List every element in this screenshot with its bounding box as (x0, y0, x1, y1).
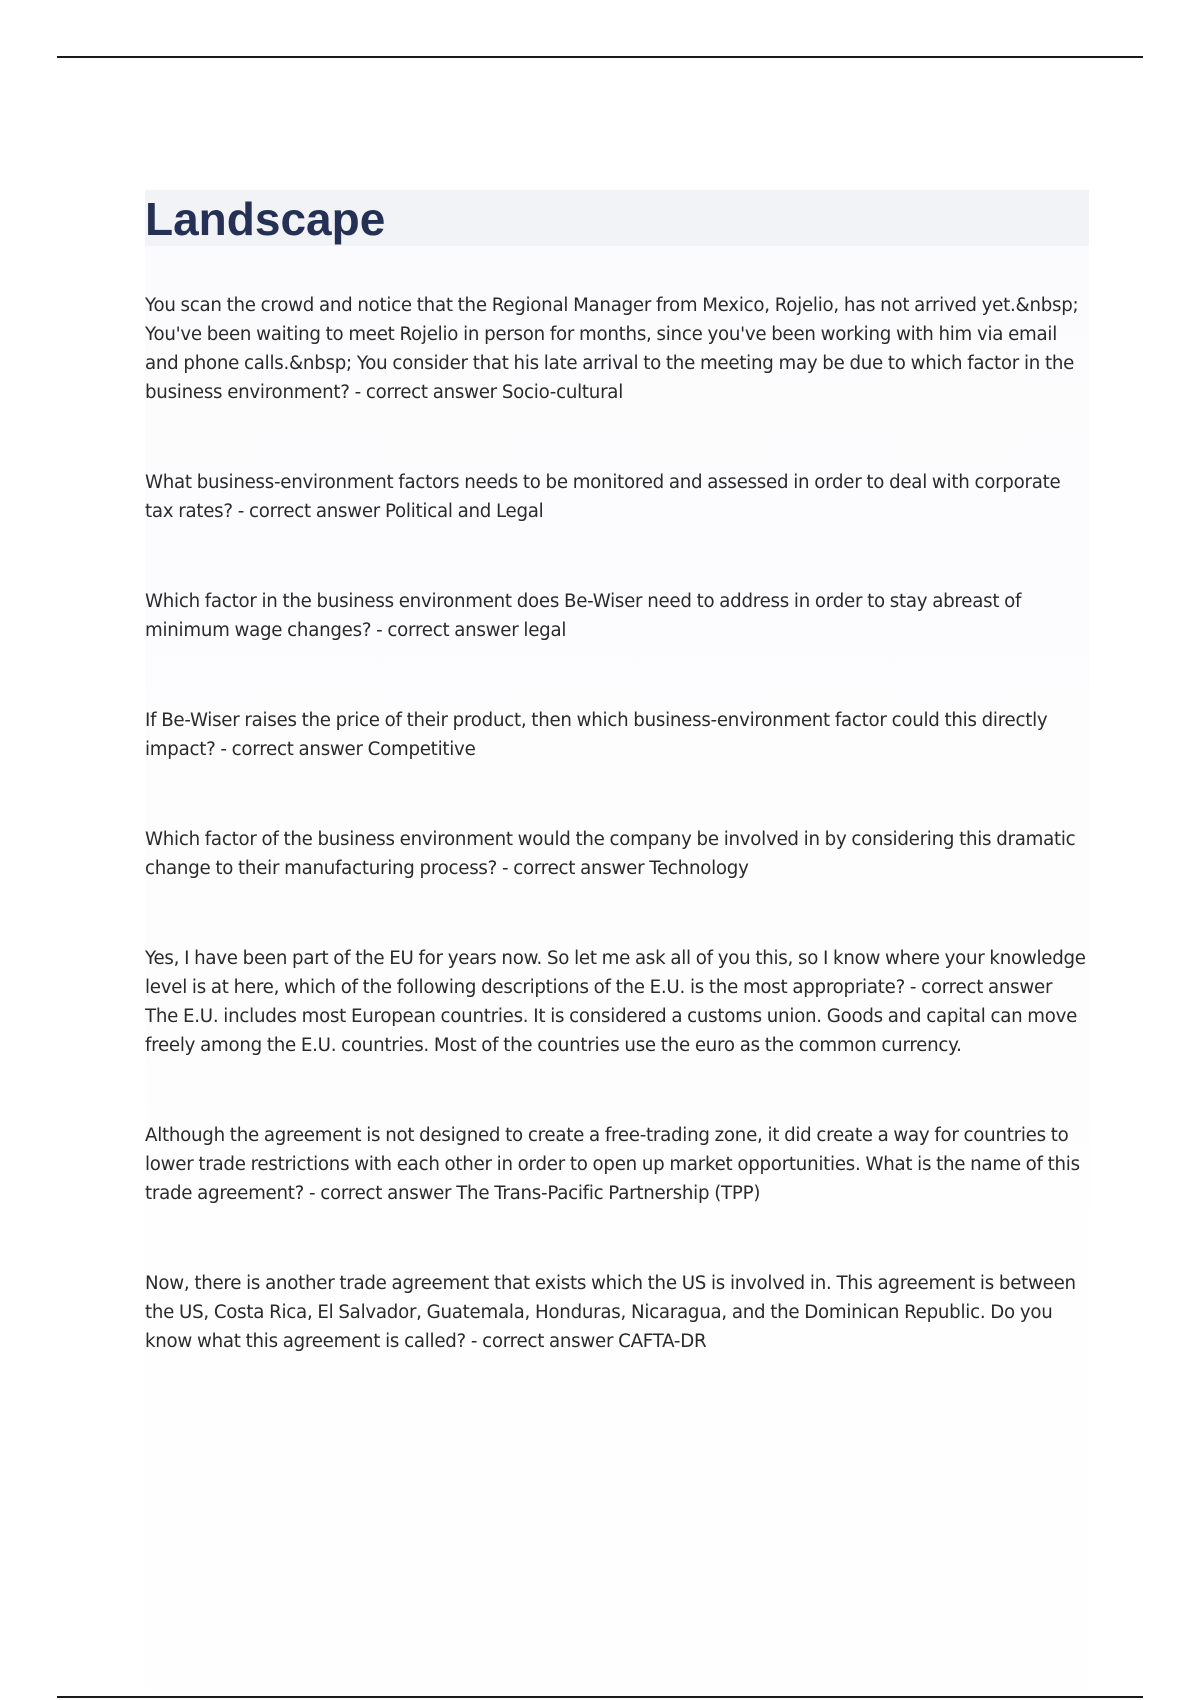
qa-entry: Which factor of the business environment would the company be involved in by considering this dramatic change to their manufacturing process? - correct answer Technology (145, 829, 1076, 879)
qa-entry: Which factor in the business environment does Be-Wiser need to address in order to stay abreast of minimum wage changes? - correct answer legal (145, 591, 1022, 641)
qa-entry: Yes, I have been part of the EU for years now. So let me ask all of you this, so I know where your knowledge level is at here, which of the following descriptions of the E.U. is the most appropriate? - correct answer The E.U. includes most European countries. It is considered a customs union. Goods and capital can move freely among the E.U. countries. Most of the countries use the euro as the common currency. (145, 948, 1086, 1056)
document-title: Landscape (145, 193, 386, 245)
document-body (145, 190, 1089, 1690)
qa-list (145, 291, 1089, 1356)
bottom-rule (57, 1696, 1143, 1698)
qa-entry: Now, there is another trade agreement that exists which the US is involved in. This agreement is between the US, Costa Rica, El Salvador, Guatemala, Honduras, Nicaragua, and the Dominican Republic. Do you know what this agreement is called? - correct answer CAFTA-DR (145, 1273, 1076, 1352)
qa-entry: What business-environment factors needs to be monitored and assessed in order to deal with corporate tax rates? - correct answer Political and Legal (145, 472, 1061, 522)
top-rule (57, 56, 1143, 58)
title-band (145, 190, 1089, 246)
qa-entry: Although the agreement is not designed to create a free-trading zone, it did create a way for countries to lower trade restrictions with each other in order to open up market opportunities. What is the name of this trade agreement? - correct answer The Trans-Pacific Partnership (TPP) (145, 1125, 1080, 1204)
qa-entry: If Be-Wiser raises the price of their product, then which business-environment factor could this directly impact? - correct answer Competitive (145, 710, 1048, 760)
qa-entry: You scan the crowd and notice that the Regional Manager from Mexico, Rojelio, has not arrived yet.&nbsp; You've been waiting to meet Rojelio in person for months, since you've been working with him via email and phone calls.&nbsp; You consider that his late arrival to the meeting may be due to which factor in the business environment? - correct answer Socio-cultural (145, 295, 1079, 403)
